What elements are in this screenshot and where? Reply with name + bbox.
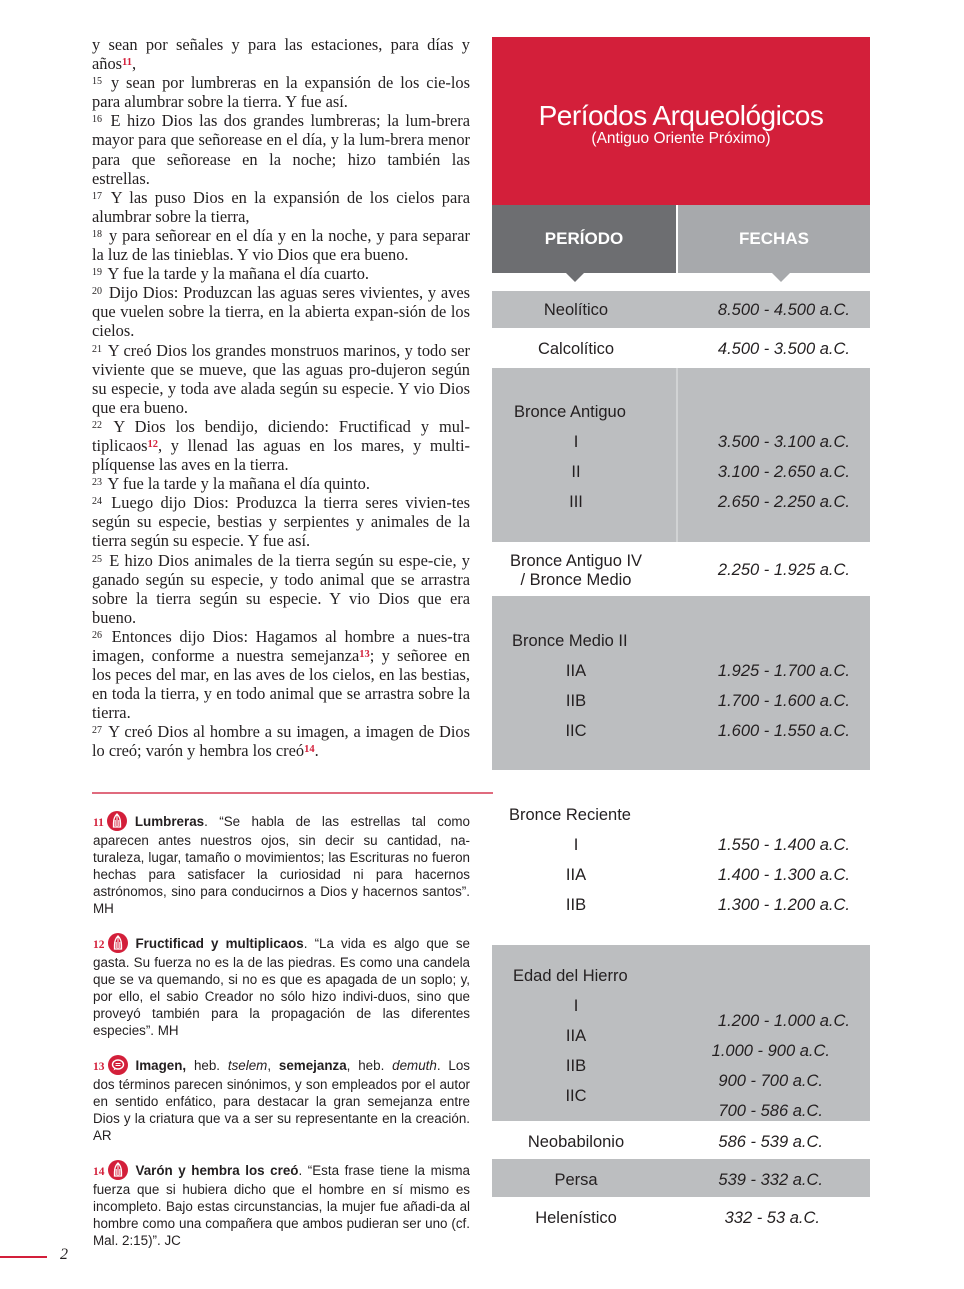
footnote-heading: Imagen, bbox=[135, 1058, 187, 1073]
period-dates: 1.600 - 1.550 a.C. bbox=[717, 722, 850, 740]
table-row-group bbox=[492, 596, 870, 770]
verse-text: E hizo Dios animales de la tierra según su espe-cie, y ganado según su especie, y todo animal que se arrastra sobre la tierra según su especie. Y vio Dios que era bueno. bbox=[92, 550, 470, 627]
period-name: Bronce Reciente bbox=[509, 806, 631, 824]
footnote-11 bbox=[93, 811, 470, 917]
verse-number: 24 bbox=[92, 496, 102, 508]
subperiod-name: IIA bbox=[565, 866, 587, 884]
subperiod-name: IIC bbox=[565, 722, 587, 740]
column-header-period bbox=[492, 205, 676, 273]
triangle-down-icon bbox=[566, 273, 584, 282]
period-dates: 8.500 - 4.500 a.C. bbox=[717, 301, 850, 319]
subperiod-name: IIB bbox=[565, 692, 587, 710]
panel-title: Períodos Arqueológicos bbox=[538, 100, 824, 131]
triangle-down-icon bbox=[772, 273, 790, 282]
footnote-heading: semejanza bbox=[278, 1058, 347, 1073]
verse-number: 15 bbox=[92, 76, 102, 88]
footnote-ref-12[interactable]: 12 bbox=[147, 438, 159, 450]
table-row-group bbox=[492, 368, 870, 542]
table-row bbox=[492, 542, 870, 596]
verse-number: 19 bbox=[92, 267, 102, 279]
verse-19 bbox=[92, 264, 470, 283]
verse-number: 25 bbox=[92, 553, 102, 565]
verse-number: 22 bbox=[92, 419, 102, 431]
table-row-group bbox=[492, 770, 870, 945]
praying-hands-icon bbox=[107, 811, 127, 831]
verse-text: , bbox=[131, 54, 137, 74]
period-name bbox=[492, 552, 660, 590]
footnote-text: . Los dos términos parecen sinónimos, y son empleados por el autor en sentido enfático, para destacar la gran semejanza entre Dios y la criatura que va a ser su representante en la creación. AR bbox=[93, 1058, 470, 1143]
verse-text: Y Dios los bendijo, diciendo: Fructificad y mul-tiplicaos bbox=[92, 416, 470, 455]
verse-text: Dijo Dios: Produzcan las aguas seres vivientes, y aves que vuelen sobre la tierra, en la abierta expan-sión de los cielos. bbox=[92, 283, 470, 341]
footnote-14 bbox=[93, 1160, 470, 1249]
period-name: Neobabilonio bbox=[527, 1133, 625, 1151]
subperiod-name: III bbox=[569, 493, 583, 511]
subperiod-name: IIB bbox=[565, 1057, 587, 1075]
panel-subtitle: (Antiguo Oriente Próximo) bbox=[591, 130, 771, 147]
praying-hands-icon bbox=[108, 933, 128, 953]
subperiod-name: I bbox=[573, 997, 579, 1015]
footnote-punct: . bbox=[303, 936, 308, 951]
verse-number: 16 bbox=[92, 114, 102, 126]
period-dates: 586 - 539 a.C. bbox=[718, 1133, 823, 1151]
period-dates: 3.100 - 2.650 a.C. bbox=[717, 463, 850, 481]
verse-22 bbox=[92, 417, 470, 474]
footnote-12 bbox=[93, 933, 470, 1039]
period-dates: 1.925 - 1.700 a.C. bbox=[717, 662, 850, 680]
footnote-ref-14[interactable]: 14 bbox=[304, 744, 315, 756]
verse-text: Y creó Dios al hombre a su imagen, a imagen de Dios lo creó; varón y hembra los creó bbox=[92, 722, 470, 761]
verse-25 bbox=[92, 551, 470, 627]
footnote-heading: Varón y hembra los creó bbox=[135, 1163, 299, 1178]
period-dates: 700 - 586 a.C. bbox=[718, 1102, 823, 1120]
praying-hands-icon bbox=[108, 1160, 128, 1180]
period-dates: 1.400 - 1.300 a.C. bbox=[717, 866, 850, 884]
column-header-dates bbox=[678, 205, 870, 273]
period-dates: 1.000 - 900 a.C. bbox=[711, 1042, 830, 1060]
period-name: Persa bbox=[554, 1171, 598, 1189]
table-row bbox=[492, 1159, 870, 1197]
footnote-number: 14 bbox=[93, 1166, 105, 1178]
footnote-13 bbox=[93, 1055, 470, 1144]
verse-21 bbox=[92, 341, 470, 417]
verse-16 bbox=[92, 111, 470, 187]
footnote-punct: . bbox=[298, 1163, 303, 1178]
subperiod-name: IIB bbox=[565, 896, 587, 914]
verse-24 bbox=[92, 493, 470, 550]
period-name-line: Bronce Antiguo IV bbox=[509, 552, 643, 570]
table-row bbox=[492, 1121, 870, 1159]
verse-text: Y creó Dios los grandes monstruos marinos, y todo ser viviente que se mueve, que las aguas pro-dujeron según su especie, y toda ave alada según su especie. Y vio Dios que era bueno. bbox=[92, 340, 470, 417]
footnote-punct: . bbox=[204, 814, 208, 829]
period-dates: 2.250 - 1.925 a.C. bbox=[717, 561, 850, 579]
verse-15 bbox=[92, 73, 470, 111]
verse-number: 17 bbox=[92, 190, 102, 202]
period-dates: 1.200 - 1.000 a.C. bbox=[717, 1012, 850, 1030]
footnote-text: “La vida es algo que se gasta. Su fuerza no es la de las piedras. Es como una candela que se va quemando, si no es que es apagada de un soplo; y, por ello, el sabio Creador no sólo hizo indivi-duos, sino que proveyó también para la propagación de las diferentes especies”. MH bbox=[93, 936, 471, 1038]
verse-26 bbox=[92, 627, 470, 722]
column-label: PERÍODO bbox=[544, 229, 624, 248]
table-row bbox=[492, 1197, 870, 1235]
archaeological-periods-panel bbox=[492, 37, 870, 1227]
subperiod-name: I bbox=[573, 433, 579, 451]
subperiod-name: II bbox=[571, 463, 581, 481]
period-name: Helenístico bbox=[535, 1209, 617, 1227]
hebrew-term: tselem bbox=[227, 1058, 268, 1073]
footnote-heading: Fructificad y multiplicaos bbox=[135, 936, 304, 951]
verse-text: ; y señoree en los peces del mar, en las aves de los cielos, en las bestias, en toda la tierra, y en todo animal que se arrastra sobre la tierra. bbox=[92, 646, 470, 723]
footnote-number: 13 bbox=[93, 1061, 105, 1073]
period-dates: 1.550 - 1.400 a.C. bbox=[717, 836, 850, 854]
speech-bubble-icon bbox=[108, 1055, 128, 1075]
column-label: FECHAS bbox=[739, 229, 809, 248]
period-dates: 3.500 - 3.100 a.C. bbox=[717, 433, 850, 451]
table-row bbox=[492, 291, 870, 328]
verse-text: Y fue la tarde y la mañana el día quinto. bbox=[107, 474, 370, 494]
period-dates: 4.500 - 3.500 a.C. bbox=[717, 340, 850, 358]
verse-text: Luego dijo Dios: Produzca la tierra seres vivien-tes según su especie, bestias y serpientes y animales de la tierra según su especie. Y fue así. bbox=[92, 493, 470, 551]
period-name: Bronce Medio II bbox=[512, 632, 628, 650]
table-header bbox=[492, 205, 870, 273]
verse-text: y sean por lumbreras en la expansión de los cie-los para alumbrar sobre la tierra. Y fue así. bbox=[92, 73, 470, 112]
subperiod-name: I bbox=[573, 836, 579, 854]
verse-18 bbox=[92, 226, 470, 264]
verse-text: Entonces dijo Dios: Hagamos al hombre a nues-tra imagen, conforme a nuestra semejanza bbox=[92, 626, 470, 665]
footnote-number: 12 bbox=[93, 939, 105, 951]
verse-number: 21 bbox=[92, 343, 102, 355]
subperiod-name: IIA bbox=[565, 1027, 587, 1045]
page-number: 2 bbox=[60, 1246, 68, 1263]
verse-20 bbox=[92, 283, 470, 340]
verse-14-cont bbox=[92, 35, 470, 73]
verse-text: E hizo Dios las dos grandes lumbreras; la lum-brera mayor para que señorease en el día, y la lum-brera menor para que señorease en la noche; hizo también las estrellas. bbox=[92, 111, 470, 188]
period-name-line: / Bronce Medio bbox=[520, 571, 632, 589]
footnote-text: , bbox=[267, 1058, 279, 1073]
verse-text: y sean por señales y para las estaciones, para días y años bbox=[92, 35, 470, 74]
verse-number: 18 bbox=[92, 228, 102, 240]
table-row-group bbox=[492, 945, 870, 1121]
footnotes bbox=[93, 811, 470, 1265]
period-name: Calcolítico bbox=[537, 340, 615, 358]
verse-text: Y las puso Dios en la expansión de los cielos para alumbrar sobre la tierra, bbox=[92, 187, 470, 226]
verse-text: . bbox=[314, 741, 319, 761]
period-dates: 2.650 - 2.250 a.C. bbox=[717, 493, 850, 511]
verse-23 bbox=[92, 474, 470, 493]
footnote-ref-13[interactable]: 13 bbox=[359, 649, 370, 660]
period-name: Edad del Hierro bbox=[513, 967, 628, 985]
verse-text: y para señorear en el día y en la noche, y para separar la luz de las tinieblas. Y vio Dios que era bueno. bbox=[92, 225, 470, 265]
verse-text: Y fue la tarde y la mañana el día cuarto. bbox=[107, 264, 370, 284]
verse-number: 27 bbox=[92, 725, 102, 737]
period-dates: 1.700 - 1.600 a.C. bbox=[717, 692, 850, 710]
period-dates: 1.300 - 1.200 a.C. bbox=[717, 896, 850, 914]
footnote-text: , heb. bbox=[346, 1058, 393, 1073]
verse-17 bbox=[92, 188, 470, 226]
subperiod-name: IIA bbox=[565, 662, 587, 680]
footnote-ref-11[interactable]: 11 bbox=[122, 57, 132, 69]
period-dates: 900 - 700 a.C. bbox=[718, 1072, 823, 1090]
subperiod-name: IIC bbox=[565, 1087, 587, 1105]
verse-number: 20 bbox=[92, 286, 102, 298]
verse-number: 23 bbox=[92, 477, 102, 489]
footnote-text: “Se habla de las estrellas tal como aparecen antes nuestros ojos, sin decir su cantidad, na-turaleza, lugar, tamaño o movimientos; las Escrituras no fueron hechas para satisfacer la curiosidad ni para hacernos astrónomos, sino para conducirnos a Dios y hacernos santos”. MH bbox=[93, 814, 470, 916]
verse-text: , y llenad las aguas en los mares, y multi-plíquense las aves en la tierra. bbox=[92, 435, 470, 475]
page-number-rule bbox=[0, 1256, 47, 1258]
verse-27 bbox=[92, 722, 470, 760]
panel-header bbox=[492, 37, 870, 205]
hebrew-term: demuth bbox=[392, 1058, 437, 1073]
footnote-heading: Lumbreras bbox=[134, 814, 205, 829]
period-dates: 539 - 332 a.C. bbox=[718, 1171, 823, 1189]
footnote-text: “Esta frase tiene la misma fuerza que si hubiera dicho que el hombre en sí mismo es incompleto. Bajo estas circunstancias, la mujer fue añadi-da al hombre como una compañera que ambos pudieran ser uno (cf. Mal. 2:15)”. JC bbox=[93, 1163, 470, 1248]
verse-number: 26 bbox=[92, 629, 102, 641]
table-row bbox=[492, 329, 870, 367]
period-dates: 332 - 53 a.C. bbox=[724, 1209, 820, 1227]
footnote-text: heb. bbox=[186, 1058, 228, 1073]
footnote-divider bbox=[92, 792, 493, 794]
scripture-text bbox=[92, 35, 470, 761]
footnote-number: 11 bbox=[93, 817, 104, 829]
period-name: Bronce Antiguo bbox=[514, 403, 626, 421]
period-name: Neolítico bbox=[543, 301, 609, 319]
